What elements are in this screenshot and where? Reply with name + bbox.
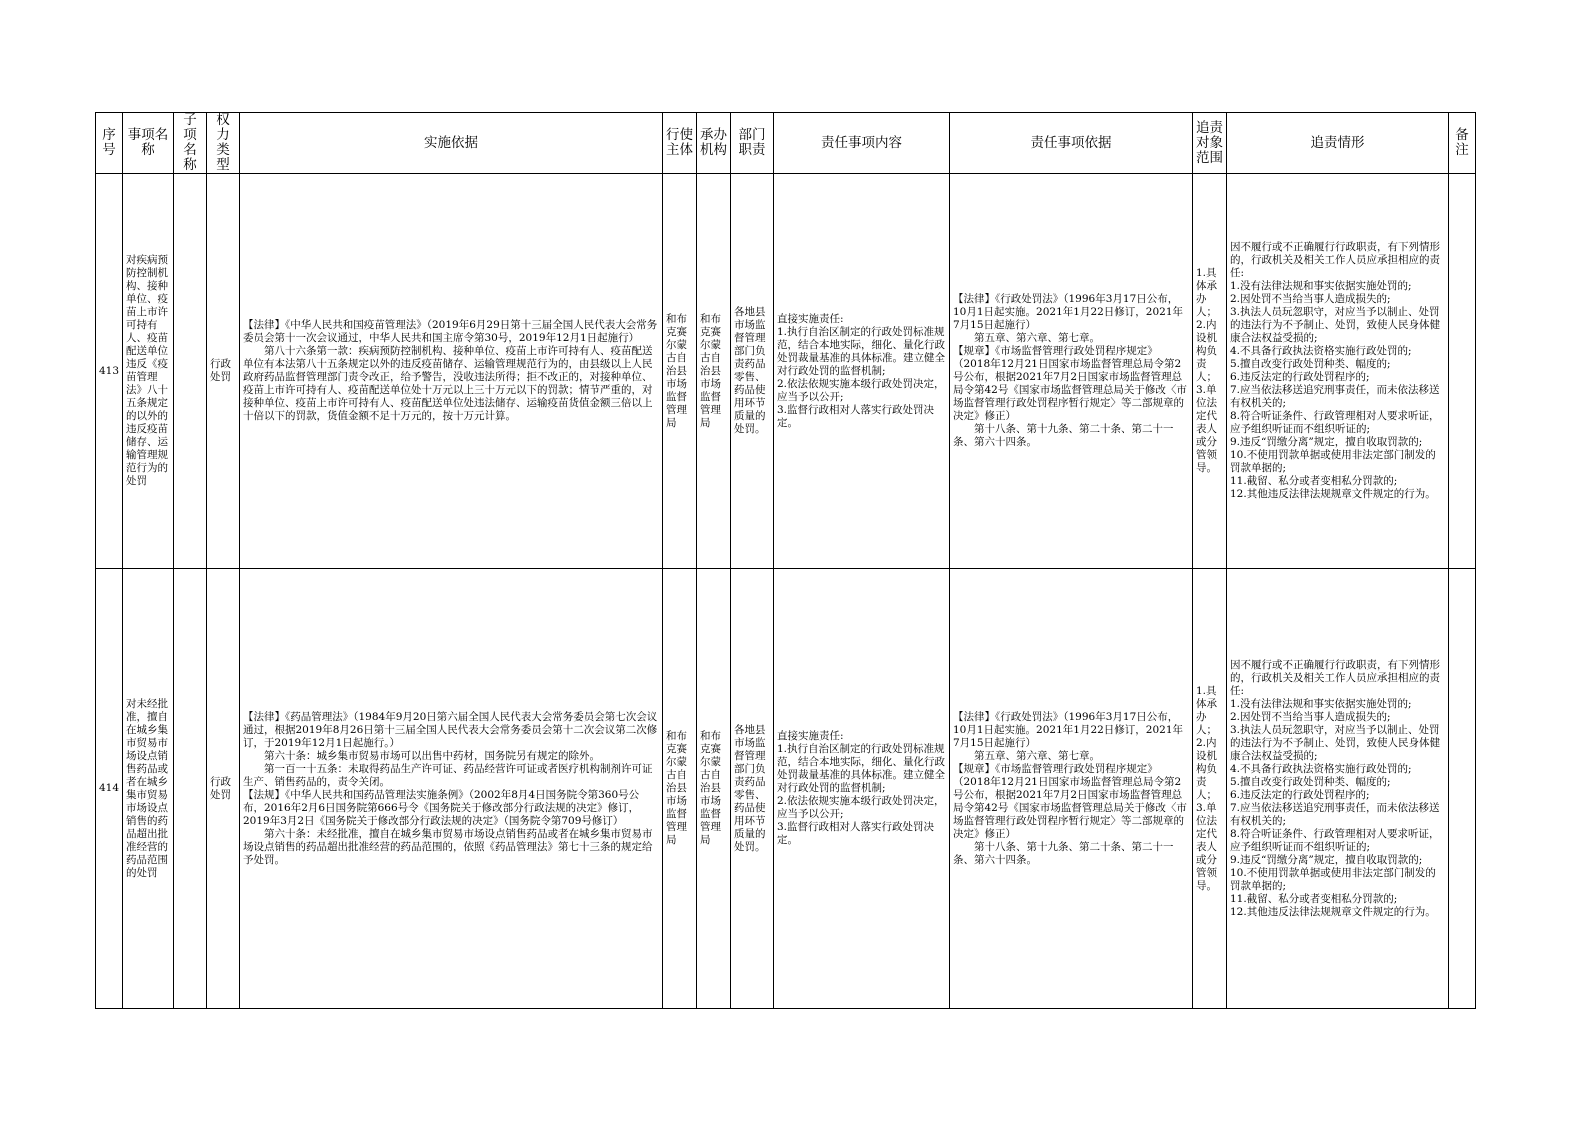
content-line: 直接实施责任: (777, 312, 844, 325)
row-sub-item (174, 569, 207, 1009)
row-duty: 各地县市场监督管理部门负责药品零售、药品使用环节质量的处罚。 (731, 174, 774, 569)
row-subject: 和布克赛尔蒙古自治县市场监督管理局 (663, 174, 697, 569)
situation-line: 因不履行或不正确履行行政职责，有下列情形的，行政机关及相关工作人员应承担相应的责任: (1230, 658, 1440, 697)
situation-line: 11.截留、私分或者变相私分罚款的; (1230, 475, 1398, 487)
resp-basis-line: 第五章、第六章、第七章。 (974, 749, 1100, 762)
basis-paragraph: 第六十条：未经批准，擅自在城乡集市贸易市场设点销售药品或者在城乡集市贸易市场设点销售的药品超出批准经营的药品范围的，依照《药品管理法》第七十三条的规定给予处罚。 (243, 827, 653, 866)
row-seq: 414 (96, 569, 123, 1009)
row-power-type: 行政处罚 (207, 569, 240, 1009)
header-basis: 实施依据 (240, 113, 663, 174)
situation-line: 10.不使用罚款单据或使用非法定部门制发的罚款单据的; (1230, 449, 1436, 474)
header-resp-basis: 责任事项依据 (950, 113, 1193, 174)
situation-line: 2.因处罚不当给当事人造成损失的; (1230, 293, 1391, 305)
content-line: 2.依法依规实施本级行政处罚决定，应当予以公开; (777, 377, 945, 403)
row-resp-basis (950, 174, 1193, 569)
content-line: 1.执行自治区制定的行政处罚标准规范，结合本地实际，细化、量化行政处罚裁量基准的具体标准。建立健全对行政处罚的监督机制; (777, 743, 945, 794)
resp-basis-line: 第五章、第六章、第七章。 (974, 332, 1100, 344)
row-basis (240, 569, 663, 1009)
row-situation (1227, 174, 1449, 569)
row-note (1449, 569, 1476, 1009)
row-scope: 1.具体承办人；2.内设机构负责人；3.单位法定代表人或分管领导。 (1193, 174, 1227, 569)
row-duty: 各地县市场监督管理部门负责药品零售、药品使用环节质量的处罚。 (731, 569, 774, 1009)
header-power-type: 权力类型 (207, 113, 240, 174)
situation-line: 5.擅自改变行政处罚种类、幅度的; (1230, 358, 1391, 370)
resp-basis-line: 第十八条、第十九条、第二十条、第二十一条、第六十四条。 (953, 423, 1174, 448)
header-item-name: 事项名称 (123, 113, 174, 174)
table-row (96, 174, 1476, 569)
resp-basis-line: 【规章】《市场监督管理行政处罚程序规定》（2018年12月21日国家市场监督管理总局令第2号公布，根据2021年7月2日国家市场监督管理总局令第42号《国家市场监督管理总局关于修改〈市场监督管理行政处罚程序暂行规定〉等二部规章的决定》修正） (953, 345, 1187, 422)
row-seq: 413 (96, 174, 123, 569)
situation-line: 6.违反法定的行政处罚程序的; (1230, 788, 1370, 801)
resp-basis-line: 第十八条、第十九条、第二十条、第二十一条、第六十四条。 (953, 840, 1174, 866)
situation-line: 1.没有法律法规和事实依据实施处罚的; (1230, 697, 1412, 710)
situation-line: 1.没有法律法规和事实依据实施处罚的; (1230, 280, 1412, 292)
header-org: 承办机构 (697, 113, 731, 174)
basis-paragraph: 第一百一十五条：未取得药品生产许可证、药品经营许可证或者医疗机构制剂许可证生产、销售药品的，责令关闭。 (243, 762, 653, 788)
situation-line: 12.其他违反法律法规规章文件规定的行为。 (1230, 488, 1436, 500)
situation-line: 2.因处罚不当给当事人造成损失的; (1230, 710, 1391, 723)
content-line: 3.监督行政相对人落实行政处罚决定。 (777, 821, 935, 846)
row-basis (240, 174, 663, 569)
basis-paragraph: 【法律】《药品管理法》（1984年9月20日第六届全国人民代表大会常务委员会第七次会议通过，根据2019年8月26日第十三届全国人民代表大会常务委员会第十二次会议第二次修订，于2019年12月1日起施行。） (243, 710, 658, 749)
row-org: 和布克赛尔蒙古自治县市场监督管理局 (697, 174, 731, 569)
resp-basis-line: 【法律】《行政处罚法》（1996年3月17日公布，10月1日起实施。2021年1月22日修订，2021年7月15日起施行） (953, 293, 1184, 331)
row-content (774, 174, 950, 569)
content-line: 2.依法依规实施本级行政处罚决定，应当予以公开; (777, 795, 945, 820)
situation-line: 8.符合听证条件、行政管理相对人要求听证，应予组织听证而不组织听证的; (1230, 827, 1440, 853)
resp-basis-line: 【规章】《市场监督管理行政处罚程序规定》（2018年12月21日国家市场监督管理总局令第2号公布，根据2021年7月2日国家市场监督管理总局令第42号《国家市场监督管理总局关于修改〈市场监督管理行政处罚程序暂行规定〉等二部规章的决定》修正） (953, 762, 1187, 840)
situation-line: 9.违反“罚缴分离”规定，擅自收取罚款的; (1230, 436, 1423, 448)
accountability-table (95, 112, 1476, 1009)
situation-line: 8.符合听证条件、行政管理相对人要求听证，应予组织听证而不组织听证的; (1230, 410, 1440, 435)
situation-line: 12.其他违反法律法规规章文件规定的行为。 (1230, 905, 1436, 918)
row-scope: 1.具体承办人；2.内设机构负责人；3.单位法定代表人或分管领导。 (1193, 569, 1227, 1009)
table-row (96, 569, 1476, 1009)
basis-paragraph: 【法规】《中华人民共和国药品管理法实施条例》（2002年8月4日国务院令第360号公布，2016年2月6日国务院第666号令《国务院关于修改部分行政法规的决定》修订，2019年3月2日《国务院关于修改部分行政法规的决定》（国务院令第709号修订） (243, 788, 640, 827)
row-content (774, 569, 950, 1009)
situation-line: 3.执法人员玩忽职守，对应当予以制止、处罚的违法行为不予制止、处罚，致使人民身体健康合法权益受损的; (1230, 723, 1440, 762)
situation-line: 4.不具备行政执法资格实施行政处罚的; (1230, 345, 1412, 357)
row-situation (1227, 569, 1449, 1009)
row-item-name: 对未经批准，擅自在城乡集市贸易市场设点销售药品或者在城乡集市贸易市场设点销售的药品超出批准经营的药品范围的处罚 (123, 569, 174, 1009)
header-note: 备注 (1449, 113, 1476, 174)
situation-line: 7.应当依法移送追究刑事责任，而未依法移送有权机关的; (1230, 801, 1440, 827)
header-situation: 追责情形 (1227, 113, 1449, 174)
header-content: 责任事项内容 (774, 113, 950, 174)
row-note (1449, 174, 1476, 569)
basis-paragraph: 第六十条：城乡集市贸易市场可以出售中药材，国务院另有规定的除外。 (264, 749, 600, 762)
situation-line: 5.擅自改变行政处罚种类、幅度的; (1230, 775, 1391, 788)
header-seq: 序号 (96, 113, 123, 174)
header-duty: 部门职责 (731, 113, 774, 174)
situation-line: 4.不具备行政执法资格实施行政处罚的; (1230, 762, 1412, 775)
situation-line: 10.不使用罚款单据或使用非法定部门制发的罚款单据的; (1230, 866, 1436, 892)
row-org: 和布克赛尔蒙古自治县市场监督管理局 (697, 569, 731, 1009)
basis-paragraph: 第八十六条第一款：疾病预防控制机构、接种单位、疫苗上市许可持有人、疫苗配送单位有本法第八十五条规定以外的违反疫苗储存、运输管理规范行为的，由县级以上人民政府药品监督管理部门责令改正，给予警告，没收违法所得；拒不改正的，对接种单位、疫苗上市许可持有人、疫苗配送单位处十万元以上三十万元以下的罚款；情节严重的，对接种单位、疫苗上市许可持有人、疫苗配送单位处违法储存、运输疫苗货值金额三倍以上十倍以下的罚款，货值金额不足十万元的，按十万元计算。 (243, 345, 653, 422)
header-scope: 追责对象范围 (1193, 113, 1227, 174)
situation-line: 9.违反“罚缴分离”规定，擅自收取罚款的; (1230, 853, 1423, 866)
content-line: 直接实施责任: (777, 730, 844, 742)
header-subject: 行使主体 (663, 113, 697, 174)
row-power-type: 行政处罚 (207, 174, 240, 569)
situation-line: 11.截留、私分或者变相私分罚款的; (1230, 892, 1398, 905)
row-resp-basis (950, 569, 1193, 1009)
header-sub-item: 子项名称 (174, 113, 207, 174)
row-sub-item (174, 174, 207, 569)
row-subject: 和布克赛尔蒙古自治县市场监督管理局 (663, 569, 697, 1009)
situation-line: 7.应当依法移送追究刑事责任，而未依法移送有权机关的; (1230, 384, 1440, 409)
situation-line: 3.执法人员玩忽职守，对应当予以制止、处罚的违法行为不予制止、处罚，致使人民身体健康合法权益受损的; (1230, 306, 1440, 344)
row-item-name: 对疾病预防控制机构、接种单位、疫苗上市许可持有人、疫苗配送单位违反《疫苗管理法》八十五条规定的以外的违反疫苗储存、运输管理规范行为的处罚 (123, 174, 174, 569)
situation-line: 6.违反法定的行政处罚程序的; (1230, 371, 1370, 383)
resp-basis-line: 【法律】《行政处罚法》（1996年3月17日公布，10月1日起实施。2021年1月22日修订，2021年7月15日起施行） (953, 710, 1184, 749)
content-line: 1.执行自治区制定的行政处罚标准规范，结合本地实际，细化、量化行政处罚裁量基准的具体标准。建立健全对行政处罚的监督机制; (777, 325, 945, 377)
header-row (96, 113, 1476, 174)
situation-line: 因不履行或不正确履行行政职责，有下列情形的，行政机关及相关工作人员应承担相应的责任: (1230, 241, 1440, 279)
content-line: 3.监督行政相对人落实行政处罚决定。 (777, 403, 935, 429)
basis-paragraph: 【法律】《中华人民共和国疫苗管理法》（2019年6月29日第十三届全国人民代表大会常务委员会第十一次会议通过，中华人民共和国主席令第30号，2019年12月1日起施行） (243, 319, 658, 344)
